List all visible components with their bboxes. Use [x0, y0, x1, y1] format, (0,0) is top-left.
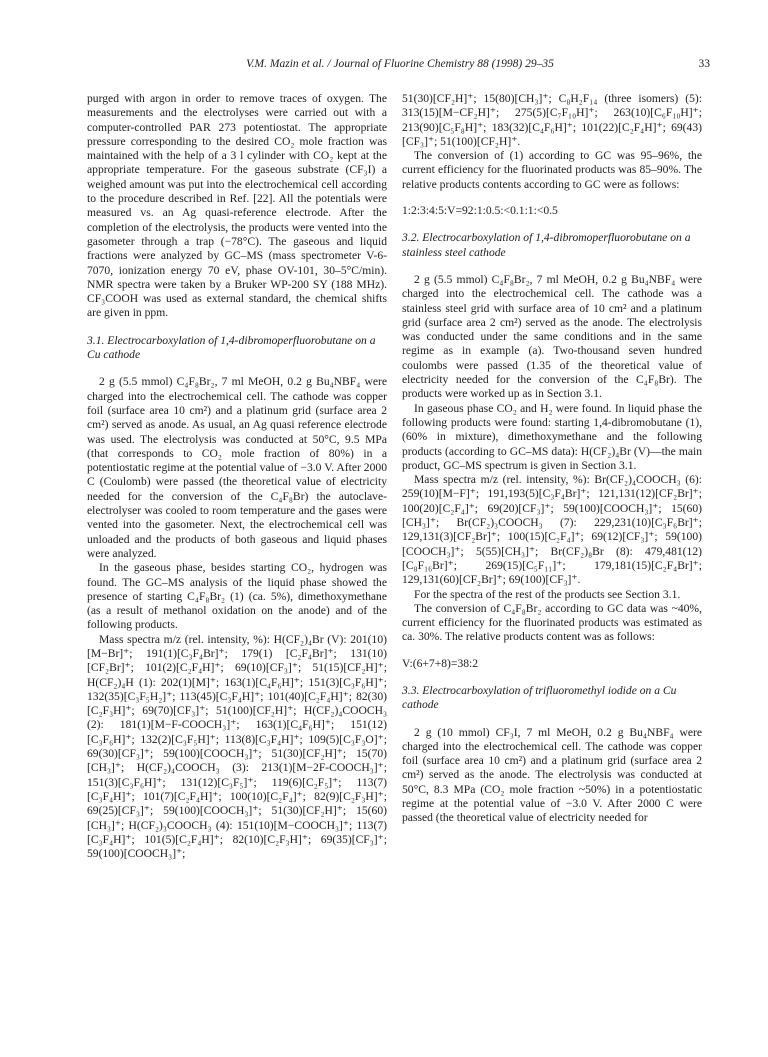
paragraph-spectra-reference: For the spectra of the rest of the products see Section 3.1.: [414, 587, 681, 601]
section-heading-3-1: 3.1. Electrocarboxylation of 1,4-dibromoperfluorobutane on a Cu cathode: [87, 333, 376, 362]
paragraph-mass-spectra-3-2: Mass spectra m/z (rel. intensity, %): Br(CF₂)₄COOCH₃ (6): 259(10)[M−F]⁺; 191,193(5)[C₃F₄Br]⁺; 121,131(12)[CF₂Br]⁺; 100(20)[C₂F₄]⁺; 69(20)[CF₃]⁺; 59(100)[COOCH₃]⁺; 15(60)[CH₃]⁺; Br(CF₂)₃COOCH₃ (7): 229,231(10)[C₃F₆Br]⁺; 129,131(3)[CF₂Br]⁺; 100(15)[C₂F₄]⁺; 69(12)[CF₃]⁺; 59(100)[COOCH₃]⁺; 5(55)[CH₃]⁺; Br(CF₂)₈Br (8): 479,481(12)[C₈F₁₆Br]⁺; 269(15)[C₅F₁₁]⁺; 179,181(15)[C₂F₄Br]⁺; 129,131(60)[CF₂Br]⁺; 69(100)[CF₃]⁺.: [402, 473, 702, 587]
paragraph-procedure-3-2: 2 g (5.5 mmol) C₄F₈Br₂, 7 ml MeOH, 0.2 g Bu₄NBF₄ were charged into the electrochemical cell. The cathode was a stainless steel grid with surface area of 10 cm² and a platinum grid (surface area 2 cm²) served as the anode. The electrolysis was conducted under the same conditions and in the same regime as in example (a). Two-thousand seven hundred coulombs were passed (1.35 of the theoretical value of electricity needed for the conversion of the C₄F₈Br). The products were worked up as in Section 3.1.: [402, 272, 702, 401]
section-heading-3-2: 3.2. Electrocarboxylation of 1,4-dibromoperfluorobutane on a stainless steel cathode: [402, 231, 691, 259]
paragraph-conversion-3-2: The conversion of C₄F₈Br₂ according to GC data was ~40%, current efficiency for the fluorinated products was estimated as ca. 30%. The relative products content was as follows:: [402, 601, 702, 644]
left-column: [87, 92, 387, 861]
section-heading-3-3: 3.3. Electrocarboxylation of trifluoromethyl iodide on a Cu cathode: [402, 683, 677, 712]
equation-product-ratio-1: 1:2:3:4:5:V=92:1:0.5:<0.1:1:<0.5: [402, 204, 558, 218]
running-header-title: V.M. Mazin et al. / Journal of Fluorine Chemistry 88 (1998) 29–35: [246, 58, 554, 70]
equation-product-ratio-2: V:(6+7+8)=38:2: [402, 656, 479, 670]
right-column: [402, 92, 702, 826]
paragraph-conversion-3-1: The conversion of (1) according to GC was 95–96%, the current efficiency for the fluorinated products was 85–90%. The relative products contents according to GC were as follows:: [402, 149, 702, 191]
paragraph-results-3-1: In the gaseous phase, besides starting CO₂, hydrogen was found. The GC–MS analysis of the liquid phase showed the presence of starting C₄F₈Br₂ (1) (ca. 5%), dimethoxymethane (as a result of methanol oxidation on the anode) and of the following products.: [87, 561, 387, 632]
paragraph-results-3-2: In gaseous phase CO₂ and H₂ were found. In liquid phase the following products were found: starting 1,4-dibromobutane (1), (60% in mixture), dimethoxymethane and the following products (according to GC–MS data): H(CF₂)₄Br (V)—the main product, GC–MS spectrum is given in Section 3.1.: [402, 401, 702, 472]
page-number: 33: [698, 58, 710, 70]
paragraph-procedure-3-1: 2 g (5.5 mmol) C₄F₈Br₂, 7 ml MeOH, 0.2 g Bu₄NBF₄ were charged into the electrochemical cell. The cathode was copper foil (surface area 10 cm²) and a platinum grid (surface area 2 cm²) served as anode. As usual, an Ag quasi reference electrode was used. The electrolysis was conducted at 50°C, 9.5 MPa (that corresponds to CO₂ mole fraction of 80%) in a potentiostatic regime at the potential value of −3.0 V. After 2000 C (Coulomb) were passed (the theoretical value of electricity needed for the conversion of the C₄F₈Br) the autoclave-electrolyser was cooled to room temperature and the gases were vented into the gasometer. Next, the electrochemical cell was unloaded and the products of both gaseous and liquid phases were analyzed.: [87, 375, 387, 560]
paragraph-experimental-setup: purged with argon in order to remove traces of oxygen. The measurements and the electrolyses were carried out with a computer-controlled PAR 273 potentiostat. The appropriate pressure corresponding to the desired CO₂ mole fraction was maintained with the help of a 3 l cylinder with CO₂ kept at the appropriate temperature. For the gaseous substrate (CF₃I) a weighed amount was put into the electrochemical cell according to the procedure described in Ref. [22]. All the potentials were measured vs. an Ag quasi-reference electrode. After the completion of the electrolysis, the products were vented into the gasometer through a trap (−78°C). The gaseous and liquid fractions were analyzed by GC–MS (mass spectrometer V-6-7070, ionization energy 70 eV, phase OV-101, 30–5°C/min). NMR spectra were taken by a Bruker WP-200 SY (188 MHz). CF₃COOH was used as external standard, the chemical shifts are given in ppm.: [87, 92, 387, 320]
paragraph-procedure-3-3: 2 g (10 mmol) CF₃I, 7 ml MeOH, 0.2 g Bu₄NBF₄ were charged into the electrochemical cell. The cathode was copper foil (surface area 10 cm²) and a platinum grid (surface area 2 cm²) served as the anode. The electrolysis was conducted at 50°C, 8.3 MPa (CO₂ mole fraction ~50%) in a potentiostatic regime at the potential value of −3.0 V. After 2000 C were passed (the theoretical value of electricity needed for: [402, 725, 702, 825]
running-header: [90, 58, 710, 74]
paragraph-mass-spectra-3-1: Mass spectra m/z (rel. intensity, %): H(CF₂)₄Br (V): 201(10)[M−Br]⁺; 191(1)[C₃F₄Br]⁺; 179(1) [C₂F₄Br]⁺; 131(10)[CF₂Br]⁺; 101(2)[C₂F₄H]⁺; 69(10)[CF₃]⁺; 51(15)[CF₂H]⁺; H(CF₂)₄H (1): 202(1)[M]⁺; 163(1)[C₄F₆H]⁺; 151(3)[C₃F₆H]⁺; 132(35)[C₃F₅H₂]⁺; 113(45)[C₃F₄H]⁺; 101(40)[C₂F₄H]⁺; 82(30)[C₂F₃H]⁺; 69(70)[CF₃]⁺; 51(100)[CF₂H]⁺; H(CF₂)₄COOCH₃ (2): 181(1)[M−F-COOCH₃]⁺; 163(1)[C₄F₆H]⁺; 151(12)[C₃F₆H]⁺; 132(2)[C₃F₅H]⁺; 113(8)[C₃F₄H]⁺; 109(5)[C₃F₃O]⁺; 69(30)[CF₃]⁺; 59(100)[COOCH₃]⁺; 51(30)[CF₂H]⁺; 15(70)[CH₃]⁺; H(CF₂)₄COOCH₃ (3): 213(1)[M−2F-COOCH₃]⁺; 151(3)[C₃F₆H]⁺; 131(12)[C₃F₅]⁺; 119(6)[C₂F₅]⁺; 113(7)[C₃F₄H]⁺; 101(7)[C₂F₄H]⁺; 100(10)[C₂F₄]⁺; 82(9)[C₂F₃H]⁺; 69(25)[CF₃]⁺; 59(100)[COOCH₃]⁺; 51(30)[CF₂H]⁺; 15(60) [CH₃]⁺; H(CF₂)₃COOCH₃ (4): 151(10)[M−COOCH₃]⁺; 113(7)[C₃F₄H]⁺; 101(5)[C₂F₄H]⁺; 82(10)[C₂F₃H]⁺; 69(35)[CF₃]⁺; 59(100)[COOCH₃]⁺;: [87, 632, 387, 861]
paragraph-mass-spectra-continued: 51(30)[CF₂H]⁺; 15(80)[CH₃]⁺; C₈H₂F₁₄ (three isomers) (5): 313(15)[M−CF₂H]⁺; 275(5)[C₇F₁₀H]⁺; 263(10)[C₆F₁₀H]⁺; 213(90)[C₅F₈H]⁺; 183(32)[C₄F₆H]⁺; 101(22)[C₂F₄H]⁺; 69(43)[CF₃]⁺; 51(100)[CF₂H]⁺.: [402, 92, 702, 148]
